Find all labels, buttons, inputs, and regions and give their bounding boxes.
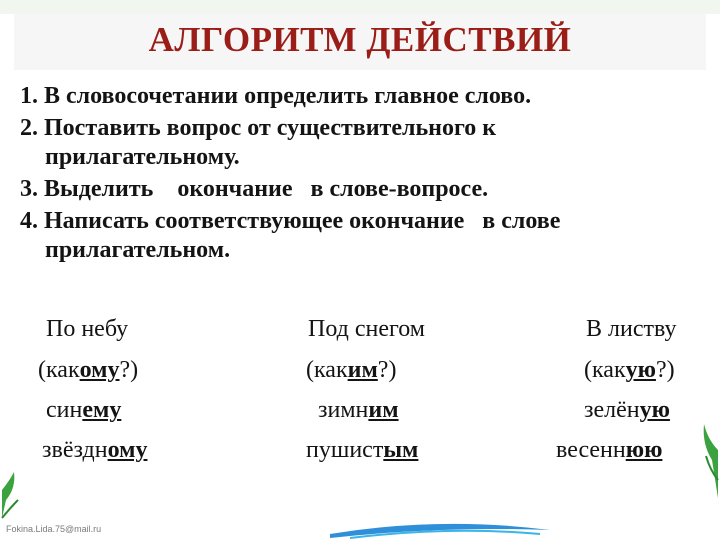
example-1-question: (какому?) bbox=[38, 357, 139, 383]
top-decor-bar bbox=[0, 0, 720, 14]
green-leaf-decor-icon bbox=[700, 420, 720, 500]
example-3-word-2: весеннюю bbox=[556, 437, 663, 463]
example-3-phrase: В листву bbox=[586, 316, 677, 342]
step-text: В словосочетании определить главное слово. bbox=[44, 83, 532, 109]
ending-highlight: ую bbox=[625, 357, 656, 383]
example-2-word-1: зимним bbox=[318, 397, 399, 423]
example-2-word-2: пушистым bbox=[306, 437, 419, 463]
example-1-phrase: По небу bbox=[46, 316, 129, 342]
ending-highlight: ому bbox=[79, 357, 120, 383]
blue-swoosh-decor bbox=[330, 520, 550, 540]
step-4 bbox=[20, 207, 710, 265]
step-text-continuation: прилагательному. bbox=[45, 144, 240, 170]
step-text: Поставить вопрос от существительного к bbox=[44, 115, 497, 141]
ending-highlight: им bbox=[368, 397, 399, 423]
example-2-question: (каким?) bbox=[306, 357, 397, 383]
step-number: 3. bbox=[20, 176, 38, 202]
ending-highlight: ему bbox=[82, 397, 122, 423]
step-text-continuation: прилагательном. bbox=[45, 237, 231, 263]
example-3-question: (какую?) bbox=[584, 357, 675, 383]
step-3 bbox=[20, 175, 710, 204]
ending-highlight: им bbox=[347, 357, 378, 383]
ending-highlight: ую bbox=[639, 397, 670, 423]
step-number: 2. bbox=[20, 115, 38, 141]
ending-highlight: ым bbox=[383, 437, 419, 463]
ending-highlight: юю bbox=[625, 437, 663, 463]
step-text: Написать соответствующее окончание в слове bbox=[44, 208, 561, 234]
step-2 bbox=[20, 114, 710, 172]
step-1 bbox=[20, 82, 710, 111]
step-text: Выделить окончание в слове-вопросе. bbox=[44, 176, 489, 202]
green-leaf-decor-icon bbox=[0, 470, 22, 520]
example-3-word-1: зелёную bbox=[584, 397, 670, 423]
step-number: 4. bbox=[20, 208, 38, 234]
example-1-word-2: звёздному bbox=[42, 437, 148, 463]
footer-email: Fokina.Lida.75@mail.ru bbox=[6, 524, 102, 534]
ending-highlight: ому bbox=[107, 437, 148, 463]
example-1-word-1: синему bbox=[46, 397, 122, 423]
algorithm-steps bbox=[20, 82, 710, 268]
step-number: 1. bbox=[20, 83, 38, 109]
slide-title: АЛГОРИТМ ДЕЙСТВИЙ bbox=[148, 20, 572, 59]
example-2-phrase: Под снегом bbox=[308, 316, 425, 342]
